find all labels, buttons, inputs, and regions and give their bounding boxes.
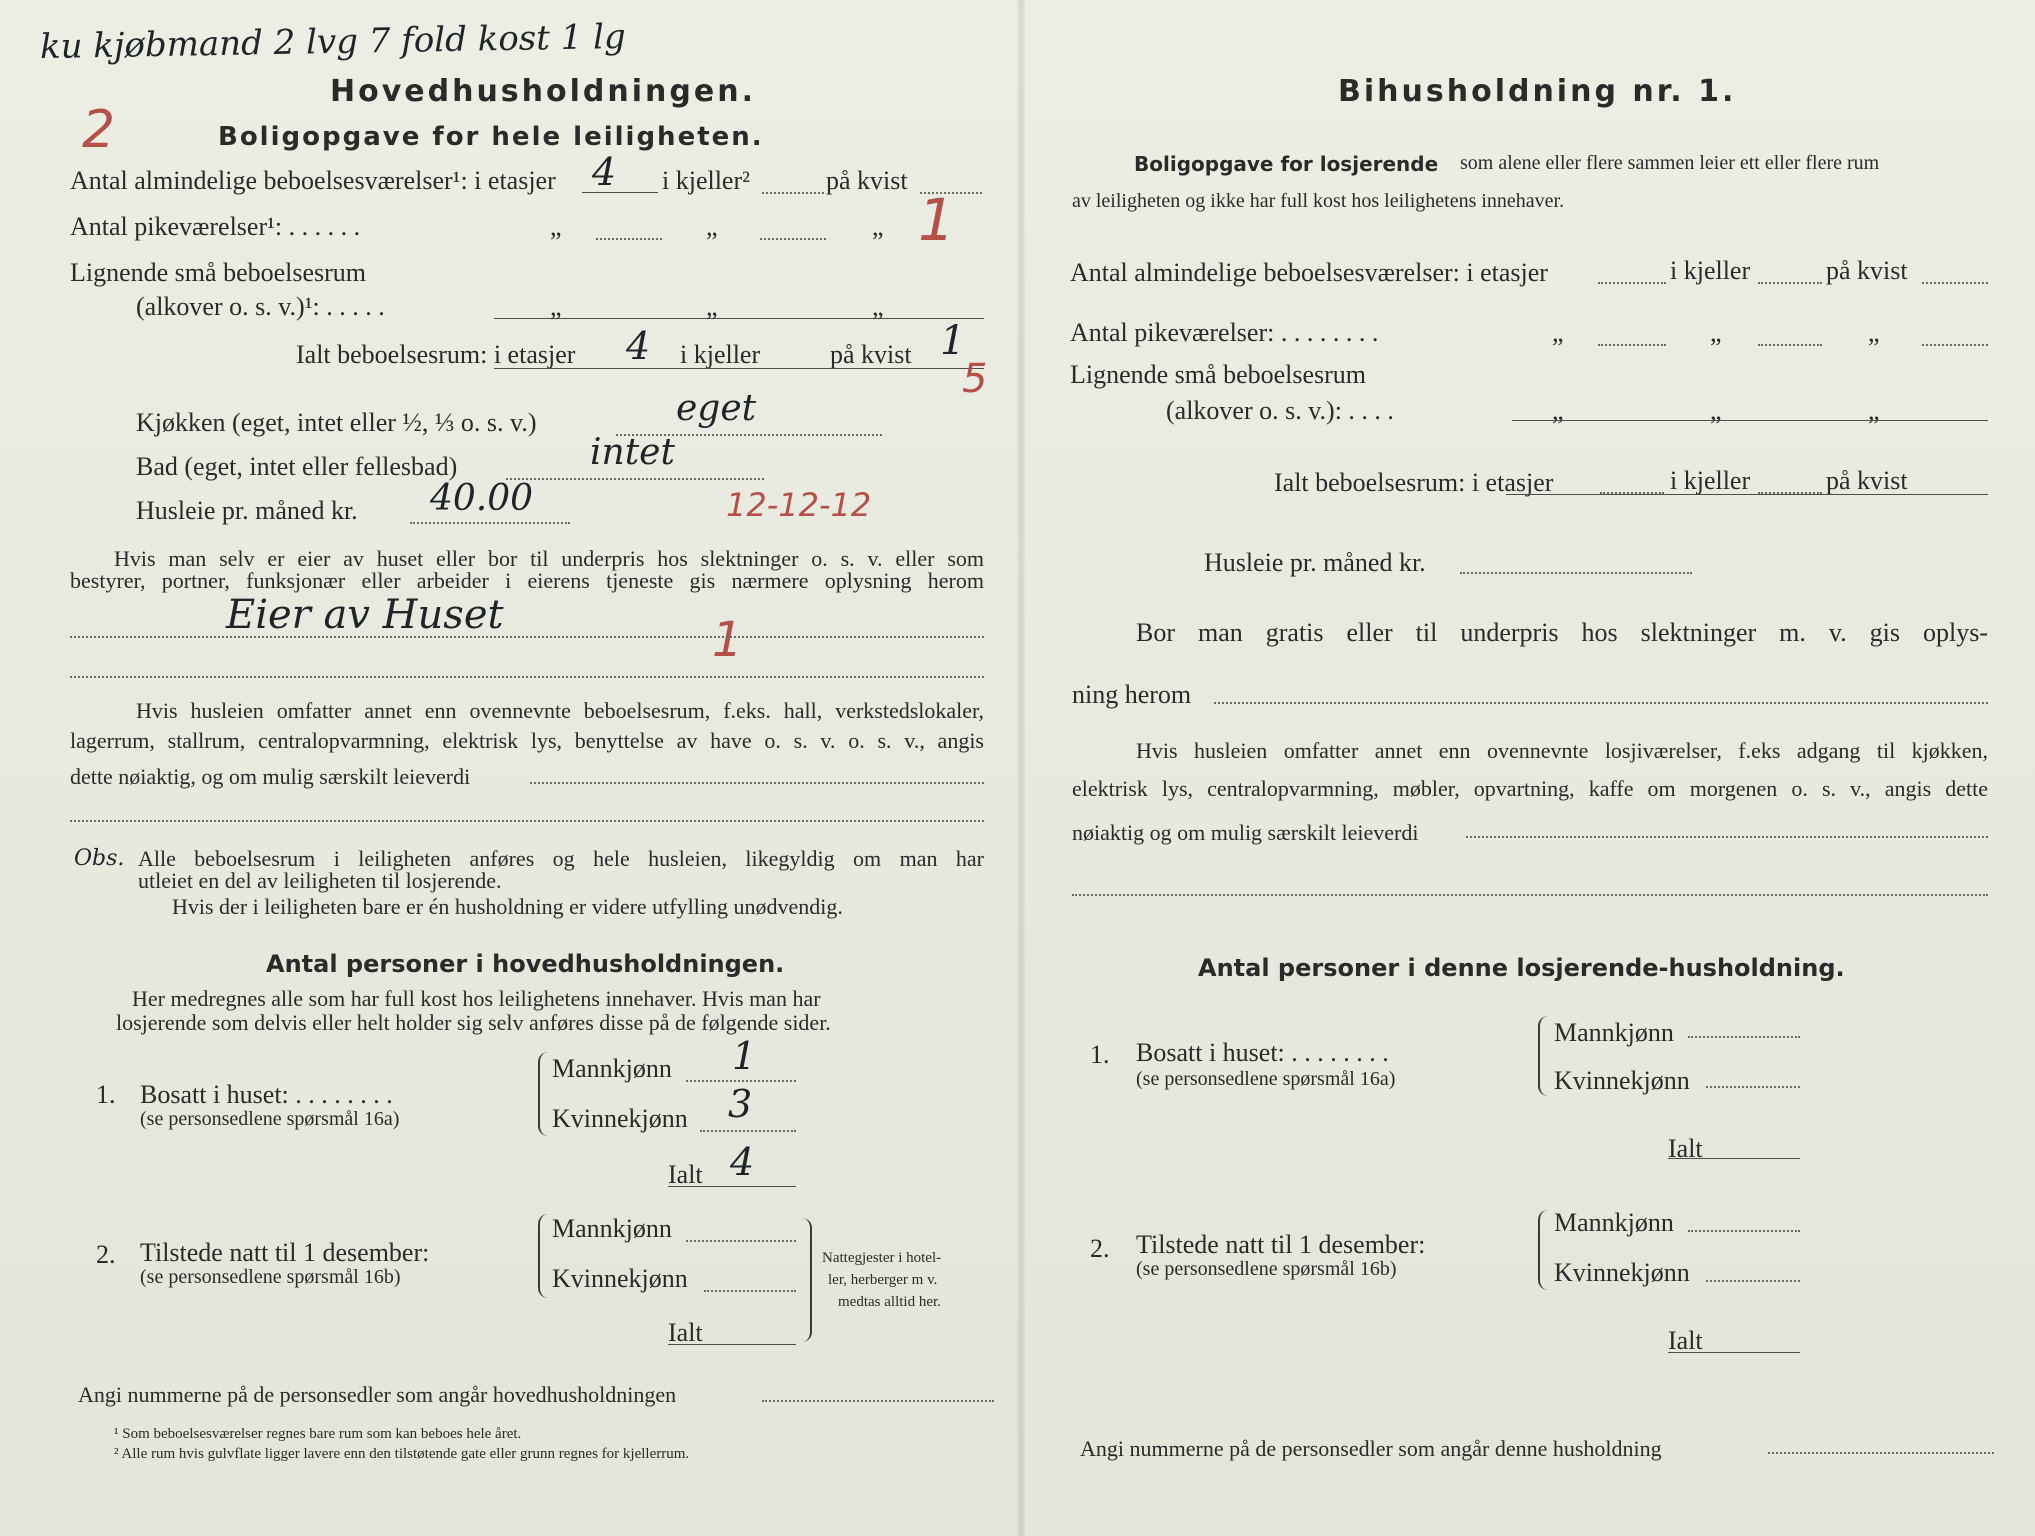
right-smaa-quote-1: „ (1552, 396, 1564, 425)
right-q1-ialt-label: Ialt (1668, 1134, 1703, 1163)
right-q2-mann-dots (1688, 1230, 1800, 1232)
right-smaa-quote-3: „ (1868, 396, 1880, 425)
right-q2-kvinne-label: Kvinnekjønn (1554, 1258, 1690, 1287)
right-q2-mann-label: Mannkjønn (1554, 1208, 1674, 1237)
left-ialt-kjeller-label: i kjeller (680, 340, 761, 369)
right-ialt-kvist-label: på kvist (1826, 466, 1908, 495)
left-almindelige-label: Antal almindelige beboelsesværelser¹: i etasjer (70, 166, 556, 195)
left-q1-num: 1. (96, 1080, 116, 1109)
right-almindelige-kjeller-label: i kjeller (1670, 256, 1751, 285)
right-omfatter-3: nøiaktig og om mulig særskilt leieverdi (1072, 820, 1419, 845)
right-husleie-dots (1460, 572, 1692, 574)
left-q2-side-note-1: Nattegjester i hotel- (822, 1250, 942, 1266)
right-omfatter-2: elektrisk lys, centralopvarmning, møbler, opvartning, kaffe om morgenen o. s. v., angis dette (1072, 776, 1988, 801)
left-smaa-label-2: (alkover o. s. v.)¹: . . . . . (136, 292, 385, 321)
right-smaa-quote-2: „ (1710, 396, 1722, 425)
right-q2-label: Tilstede natt til 1 desember: (1136, 1230, 1426, 1259)
left-almindelige-kjeller-label: i kjeller² (662, 166, 750, 195)
left-obs-1: Alle beboelsesrum i leiligheten anføres og hele husleien, likegyldig om man har (138, 846, 984, 871)
left-obs-label: Obs. (74, 846, 125, 871)
right-ialt-label: Ialt beboelsesrum: i etasjer (1274, 468, 1554, 497)
right-q2-brace (1538, 1210, 1550, 1290)
left-q1-brace (538, 1052, 550, 1136)
left-footnote-1: ¹ Som beboelsesværelser regnes bare rum som kan beboes hele året. (114, 1426, 522, 1442)
left-q1-mann-value[interactable]: 1 (732, 1034, 757, 1078)
handwritten-header-note: ku kjøbmand 2 lvg 7 fold kost 1 lg (39, 16, 627, 68)
right-pike-quote-1: „ (1552, 318, 1564, 347)
right-pike-dots-1 (1598, 344, 1666, 346)
left-q2-ref: (se personsedlene spørsmål 16b) (140, 1266, 401, 1288)
left-pike-quote-2: „ (706, 212, 718, 241)
right-pike-dots-3 (1922, 344, 1988, 346)
left-q2-ialt-line (668, 1344, 796, 1345)
right-angi-dots (1768, 1452, 1994, 1454)
left-q1-kvinne-dots (700, 1130, 796, 1132)
left-q2-side-note-2: ler, herberger m v. (828, 1272, 938, 1288)
right-q1-ref: (se personsedlene spørsmål 16a) (1136, 1068, 1396, 1090)
left-husleie-dots (410, 522, 570, 524)
left-almindelige-etasjer-value[interactable]: 4 (592, 150, 617, 194)
left-q2-side-note-3: medtas alltid her. (838, 1294, 941, 1310)
right-ialt-kjeller-label: i kjeller (1670, 466, 1751, 495)
right-angi: Angi nummerne på de personsedler som angår denne husholdning (1080, 1436, 1662, 1461)
left-q2-ialt-label: Ialt (668, 1318, 703, 1347)
right-q1-brace (1538, 1016, 1550, 1096)
right-q1-num: 1. (1090, 1040, 1110, 1069)
right-gratis-2: ning herom (1072, 680, 1192, 709)
left-q2-kvinne-label: Kvinnekjønn (552, 1264, 688, 1293)
left-smaa-quote-2: „ (706, 292, 718, 321)
left-omfatter-dots-2 (70, 820, 984, 822)
right-smaa-line (1512, 420, 1988, 421)
left-eier-text-2: bestyrer, portner, funksjonær eller arbeider i eierens tjeneste gis nærmere oplysning herom (70, 568, 984, 593)
left-omfatter-2: lagerrum, stallrum, centralopvarmning, elektrisk lys, benyttelse av have o. s. v. o. s. v., angis (70, 728, 984, 753)
left-persons-text-2: losjerende som delvis eller helt holder sig selv anføres disse på de følgende sider. (116, 1010, 831, 1035)
left-bad-dots (506, 478, 764, 480)
right-pike-quote-2: „ (1710, 318, 1722, 347)
left-smaa-quote-1: „ (550, 292, 562, 321)
right-gratis-1: Bor man gratis eller til underpris hos slektninger m. v. gis oplys- (1136, 618, 1988, 647)
left-omfatter-3: dette nøiaktig, og om mulig særskilt leieverdi (70, 764, 471, 789)
right-q2-ialt-line (1668, 1352, 1800, 1353)
left-husleie-value[interactable]: 40.00 (430, 478, 534, 519)
left-q2-label: Tilstede natt til 1 desember: (140, 1238, 430, 1267)
right-q1-kvinne-dots (1706, 1086, 1800, 1088)
left-pike-dots-1 (596, 238, 662, 240)
left-husleie-label: Husleie pr. måned kr. (136, 496, 358, 525)
left-q1-ialt-value[interactable]: 4 (730, 1140, 755, 1184)
right-smaa-label-2: (alkover o. s. v.): . . . . (1166, 396, 1394, 425)
right-almindelige-etasjer-dots (1598, 282, 1666, 284)
red-household-number: 2 (82, 100, 116, 160)
left-pike-quote-3: „ (872, 212, 884, 241)
left-q1-label: Bosatt i huset: . . . . . . . . (140, 1080, 393, 1109)
right-gratis-dots-1 (1214, 702, 1988, 704)
right-q2-ref: (se personsedlene spørsmål 16b) (1136, 1258, 1397, 1280)
left-kjokken-value[interactable]: eget (676, 388, 757, 429)
left-eier-text-1: Hvis man selv er eier av huset eller bor til underpris hos slektninger o. s. v. eller som (114, 546, 984, 571)
left-obs-2: utleiet en del av leiligheten til losjerende. (138, 868, 502, 893)
left-q1-ialt-line (668, 1186, 796, 1187)
right-omfatter-dots-2 (1072, 894, 1988, 896)
left-kjokken-label: Kjøkken (eget, intet eller ½, ⅓ o. s. v.) (136, 408, 537, 437)
right-intro-bold: Boligopgave for losjerende (1134, 152, 1439, 176)
right-q1-ialt-line (1668, 1158, 1800, 1159)
left-q2-kvinne-dots (704, 1290, 796, 1292)
right-almindelige-kvist-dots (1922, 282, 1988, 284)
left-ialt-line (494, 368, 984, 369)
right-pike-label: Antal pikeværelser: . . . . . . . . (1070, 318, 1379, 347)
right-smaa-label-1: Lignende små beboelsesrum (1070, 360, 1367, 389)
left-pike-value[interactable]: 1 (918, 186, 955, 254)
left-q1-ref: (se personsedlene spørsmål 16a) (140, 1108, 400, 1130)
left-title: Hovedhusholdningen. (330, 74, 756, 109)
left-eier-dots-2 (70, 676, 984, 678)
right-q1-mann-label: Mannkjønn (1554, 1018, 1674, 1047)
left-angi-dots (762, 1400, 994, 1402)
right-husleie-label: Husleie pr. måned kr. (1204, 548, 1426, 577)
left-eier-value[interactable]: Eier av Huset (226, 592, 504, 638)
right-q2-num: 2. (1090, 1234, 1110, 1263)
left-smaa-label-1: Lignende små beboelsesrum (70, 258, 367, 287)
left-ialt-label: Ialt beboelsesrum: i etasjer (296, 340, 576, 369)
right-q2-ialt-label: Ialt (1668, 1326, 1703, 1355)
left-q1-mann-label: Mannkjønn (552, 1054, 672, 1083)
left-ialt-kvist-label: på kvist (830, 340, 912, 369)
left-bad-value[interactable]: intet (590, 432, 675, 473)
left-q2-brace-left (538, 1214, 550, 1298)
left-ialt-etasjer-value[interactable]: 4 (626, 324, 651, 368)
left-almindelige-kjeller-dots (762, 192, 824, 194)
left-q2-num: 2. (96, 1240, 116, 1269)
right-title: Bihusholdning nr. 1. (1338, 74, 1737, 109)
left-subtitle: Boligopgave for hele leiligheten. (218, 122, 764, 152)
left-q1-kvinne-label: Kvinnekjønn (552, 1104, 688, 1133)
left-almindelige-etasjer-line (582, 192, 658, 193)
right-almindelige-kvist-label: på kvist (1826, 256, 1908, 285)
left-footnote-2: ² Alle rum hvis gulvflate ligger lavere enn den tilstøtende gate eller grunn regnes for kjellerrum. (114, 1446, 690, 1462)
left-pike-label: Antal pikeværelser¹: . . . . . . (70, 212, 361, 241)
left-omfatter-1: Hvis husleien omfatter annet enn ovennevnte beboelsesrum, f.eks. hall, verkstedslokaler, (136, 698, 984, 723)
right-intro-2: av leiligheten og ikke har full kost hos leilighetens innehaver. (1072, 190, 1565, 212)
right-almindelige-kjeller-dots (1758, 282, 1822, 284)
left-persons-title: Antal personer i hovedhusholdningen. (266, 950, 785, 978)
left-almindelige-kvist-label: på kvist (826, 166, 908, 195)
left-pike-dots-2 (760, 238, 826, 240)
left-husleie-red-note: 12-12-12 (726, 486, 872, 524)
left-q2-mann-label: Mannkjønn (552, 1214, 672, 1243)
left-bad-label: Bad (eget, intet eller fellesbad) (136, 452, 458, 481)
left-q2-mann-dots (686, 1240, 796, 1242)
right-almindelige-label: Antal almindelige beboelsesværelser: i etasjer (1070, 258, 1548, 287)
right-intro-1b: som alene eller flere sammen leier ett eller flere rum (1460, 152, 1880, 174)
left-q1-kvinne-value[interactable]: 3 (728, 1082, 753, 1126)
left-smaa-quote-3: „ (872, 292, 884, 321)
left-q2-brace-right (800, 1218, 812, 1342)
right-pike-dots-2 (1758, 344, 1822, 346)
right-pike-quote-3: „ (1868, 318, 1880, 347)
left-smaa-line (494, 318, 984, 319)
right-q1-mann-dots (1688, 1036, 1800, 1038)
left-eier-dots-1 (70, 636, 984, 638)
left-ialt-kvist-value[interactable]: 1 (940, 318, 966, 364)
left-persons-text-1: Her medregnes alle som har full kost hos leilighetens innehaver. Hvis man har (132, 986, 821, 1011)
right-persons-title: Antal personer i denne losjerende-husholdning. (1198, 954, 1845, 982)
left-omfatter-dots-1 (530, 782, 984, 784)
right-q1-kvinne-label: Kvinnekjønn (1554, 1066, 1690, 1095)
right-q1-label: Bosatt i huset: . . . . . . . . (1136, 1038, 1389, 1067)
right-ialt-line (1506, 494, 1988, 495)
right-omfatter-dots-1 (1466, 836, 1988, 838)
left-q1-ialt-label: Ialt (668, 1160, 703, 1189)
left-angi: Angi nummerne på de personsedler som angår hovedhusholdningen (78, 1382, 677, 1407)
left-obs-3: Hvis der i leiligheten bare er én husholdning er videre utfylling unødvendig. (172, 894, 843, 919)
right-omfatter-1: Hvis husleien omfatter annet enn ovennevnte losjiværelser, f.eks adgang til kjøkken, (1136, 738, 1988, 763)
center-fold (1017, 0, 1025, 1536)
left-eier-red-note: 1 (712, 612, 743, 668)
right-q2-kvinne-dots (1706, 1280, 1800, 1282)
left-ialt-red-note: 5 (962, 356, 988, 402)
left-pike-quote-1: „ (550, 212, 562, 241)
